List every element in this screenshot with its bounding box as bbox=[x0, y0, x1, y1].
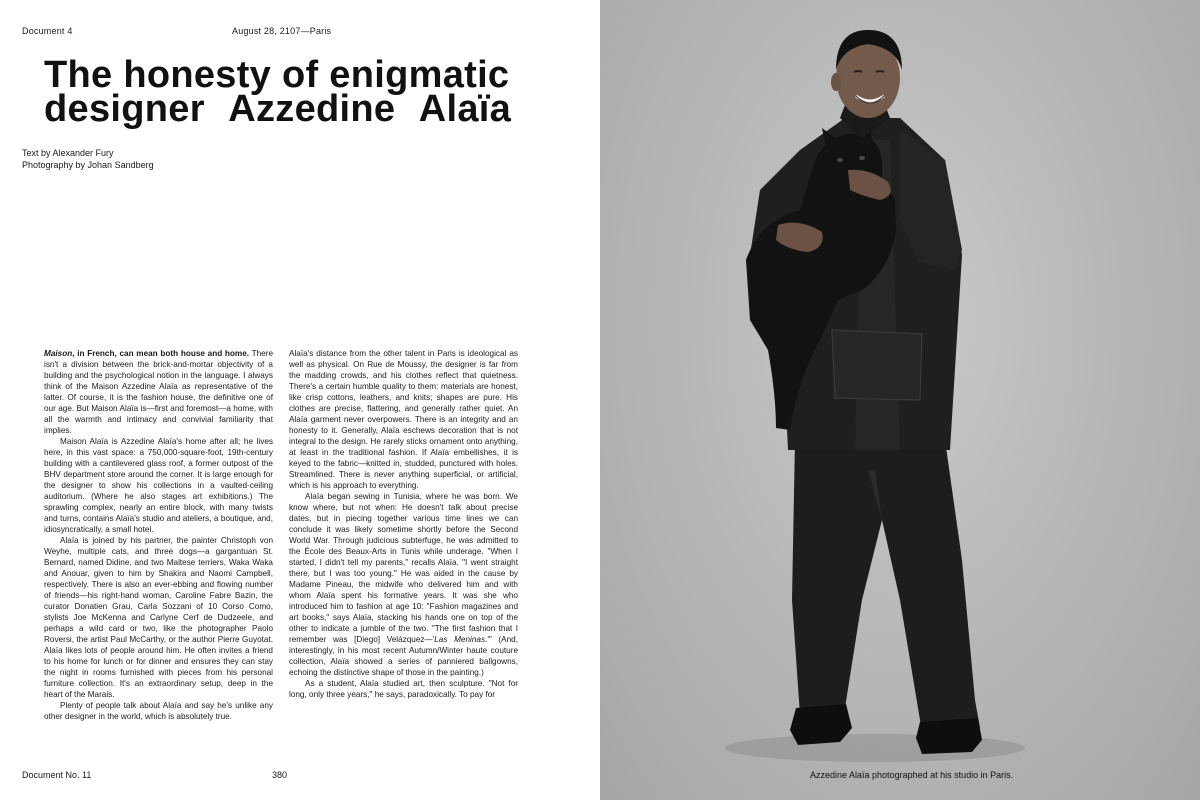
painting-title: Las Meninas bbox=[434, 635, 486, 644]
page-number: 380 bbox=[272, 770, 288, 780]
lead-bold: , in French, can mean both house and home. bbox=[72, 349, 250, 358]
paragraph: As a student, Alaïa studied art, then sculpture. "Not for long, only three years," he says, paradoxically. To pay for bbox=[289, 679, 518, 699]
title-line-1: The honesty of enigmatic bbox=[44, 54, 510, 96]
issue-label: Document No. 11 bbox=[22, 770, 92, 780]
body-column-1 bbox=[44, 348, 273, 722]
portrait-photo bbox=[600, 0, 1200, 800]
photo-credit: Photography by Johan Sandberg bbox=[22, 160, 154, 170]
paragraph bbox=[44, 348, 273, 436]
paragraph bbox=[289, 491, 518, 678]
article-title bbox=[44, 54, 524, 130]
paragraph: Plenty of people talk about Alaïa and say he's unlike any other designer in the world, which is absolutely true. bbox=[44, 701, 273, 721]
photo-caption: Azzedine Alaïa photographed at his studio in Paris. bbox=[810, 770, 1014, 780]
date-place: August 28, 2107—Paris bbox=[232, 26, 332, 36]
text-credit: Text by Alexander Fury bbox=[22, 148, 114, 158]
paragraph: Maison Alaïa is Azzedine Alaïa's home after all; he lives here, in this vast space: a 750,000-square-foot, 19th-century building with a cantilevered glass roof, a former outpost of the BHV department store around the corner. It is large enough for the designer to show his collections in a vaulted-ceiling auditorium. (Where he also stages art exhibitions.) The sprawling complex, nearly an entire block, with many twists and turns, contains Alaïa's studio and ateliers, a boutique, and, idiosyncratically, a small hotel. bbox=[44, 437, 273, 534]
document-label: Document 4 bbox=[22, 26, 73, 36]
paragraph-text: There isn't a division between the brick-and-mortar objectivity of a building and the psychological notion in the language. I always think of the Maison Azzedine Alaïa as representative of the latter. Of course, it is the fashion house, the definitive one of our age. But Maison Alaïa is—first and foremost—a home, with all the warmth and intimacy and convivial familiarity that implies. bbox=[44, 349, 273, 435]
title-line-2: designer Azzedine Alaïa bbox=[44, 88, 512, 130]
paragraph-text-end: .'" (And, interestingly, in his most recent Autumn/Winter haute couture collection, Alaïa showed a series of panniered ballgowns, echoing the distinctive shape of those in the painting.) bbox=[289, 635, 518, 677]
paragraph: Alaïa's distance from the other talent in Paris is ideological as well as physical. On Rue de Moussy, the designer is far from the madding crowds, and his clothes reflect that quietness. There's a certain humble quality to them: materials are honest, like crisp cottons, leathers, and knits; shapes are pure. His clothes are precise, flattering, and generally rather quiet. An Alaïa garment never overpowers. There is an integrity and an honesty to it. Generally, Alaïa eschews decoration that is not integral to the design. He rarely sticks ornament onto anything, at least in the traditional fashion. If Alaïa embellishes, it is keyed to the fabric—knitted in, studded, punctured with holes. Streamlined. There is never anything superficial, or artificial, which is his approach to everything. bbox=[289, 349, 518, 490]
paragraph-text: Alaïa began sewing in Tunisia, where he was born. We know where, but not when: He doesn't talk about precise dates, but in piecing together various time lines we can conclude it was likely sometime shortly before the Second World War. Through judicious subterfuge, he was admitted to the École des Beaux-Arts in Tunis while underage. "When I started, I didn't tell my parents," recalls Alaïa. "I went straight there, but I was too young." He was aided in the cause by Madame Pineau, the midwife who delivered him and with whom Alaïa spent his formative years. It was she who introduced him to fashion at age 10: "Fashion magazines and art books," says Alaïa, stacking his hands one on top of the other to indicate a jumble of the two. "The first fashion that I remember was [Diego] Velázquez—' bbox=[289, 492, 518, 644]
body-column-2 bbox=[289, 348, 518, 700]
right-page bbox=[600, 0, 1200, 800]
lead-in bbox=[44, 349, 249, 358]
paragraph: Alaïa is joined by his partner, the painter Christoph von Weyhe, multiple cats, and three dogs—a gargantuan St. Bernard, named Didine, and two Maltese terriers, Waka Waka and Anouar, given to him by Shakira and Naomi Campbell, respectively. There is also an ever-ebbing and flowing number of friends—his right-hand woman, Caroline Fabre Bazin, the curator Donatien Grau, Carla Sozzani of 10 Corso Como, stylists Joe McKenna and Carlyne Cerf de Dudzeele, and perhaps a wild card or two, like the photographer Paolo Roversi, the artist Paul McCarthy, or the author Pierre Guyotat. Alaïa likes lots of people around him. He often invites a friend to his home for lunch or for dinner and ensures they can stay the night in rooms furnished with pieces from his personal furniture collection. It's an extraordinary setup, deep in the heart of the Marais. bbox=[44, 536, 273, 699]
credits bbox=[22, 147, 154, 171]
lead-italic: Maison bbox=[44, 349, 73, 358]
